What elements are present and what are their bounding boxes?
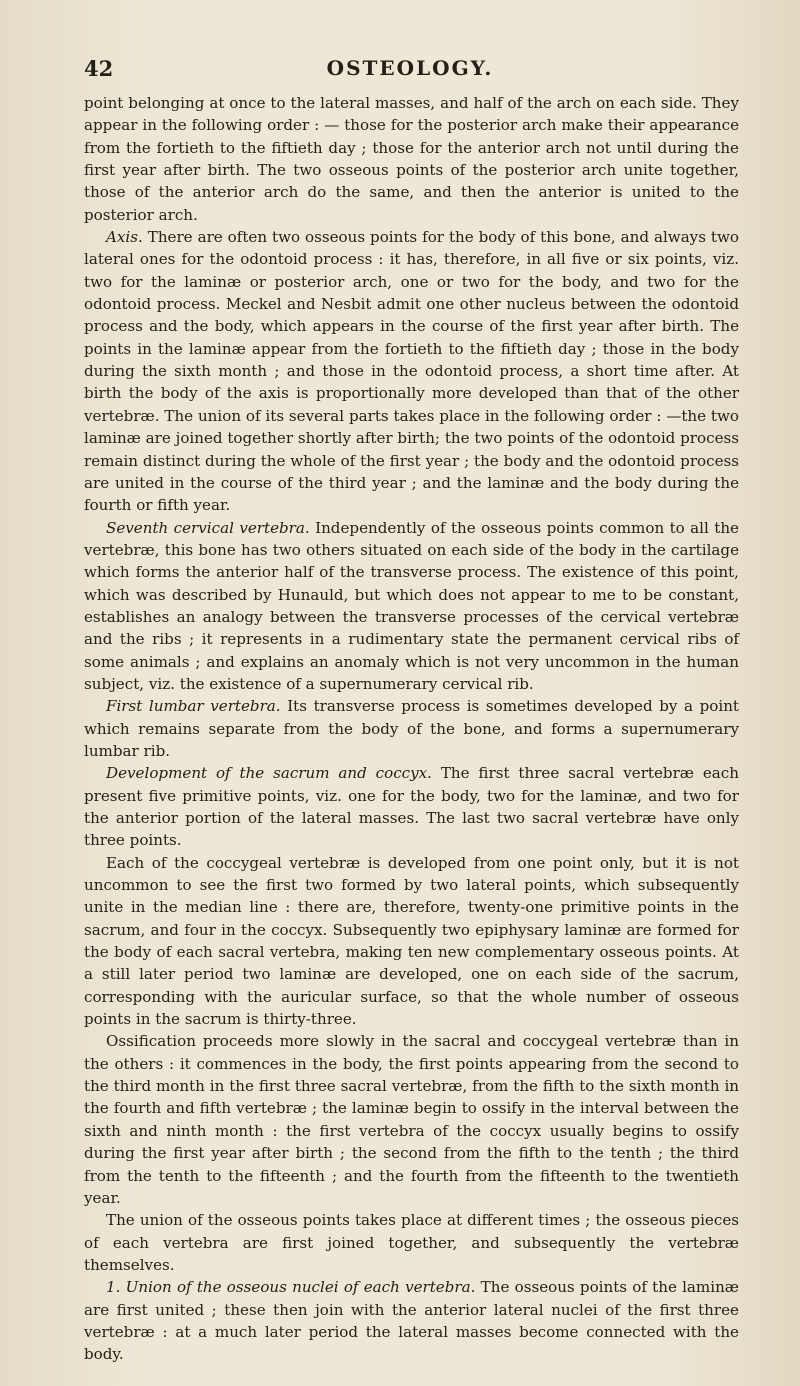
paragraph bbox=[84, 695, 739, 762]
paragraph-text: Each of the coccygeal vertebræ is developed from one point only, but it is not uncommon to see the first two formed by two lateral points, which subsequently unite in the median line : there are, therefore, twenty-one primitive points in the sacrum, and four in the coccyx. Subsequently two epiphysary laminæ are formed for the body of each sacral vertebra, making ten new complementary osseous points. At a still later period two laminæ are developed, one on each side of the sacrum, corresponding with the auricular surface, so that the whole number of osseous points in the sacrum is thirty-three. bbox=[84, 853, 739, 1029]
paragraph-heading: Development of the sacrum and coccyx. bbox=[106, 764, 432, 783]
paragraph-text: The first three sacral vertebræ each present five primitive points, viz. one for the body, two for the laminæ, and two for the anterior portion of the lateral masses. The last two sacral vertebræ have only three points. bbox=[84, 764, 739, 850]
paragraph-heading: Axis. bbox=[106, 228, 143, 247]
paragraph-heading: 1. Union of the osseous nuclei of each vertebra. bbox=[106, 1278, 476, 1297]
running-head: OSTEOLOGY. bbox=[326, 56, 494, 80]
body-text bbox=[84, 92, 739, 1366]
paragraph bbox=[84, 517, 739, 696]
paragraph-text: point belonging at once to the lateral masses, and half of the arch on each side. They appear in the following order : — those for the posterior arch make their appearance from the fortieth to the fiftieth day ; those for the anterior arch not until during the first year after birth. The two osseous points of the posterior arch unite together, those of the anterior arch do the same, and then the anterior is united to the posterior arch. bbox=[84, 94, 739, 224]
paragraph-heading: First lumbar vertebra. bbox=[106, 697, 281, 716]
paragraph bbox=[84, 852, 739, 1031]
paragraph bbox=[84, 1209, 739, 1276]
paragraph bbox=[84, 226, 739, 516]
paragraph bbox=[84, 1276, 739, 1365]
page-header bbox=[84, 56, 736, 86]
paragraph bbox=[84, 762, 739, 851]
paragraph-text: The union of the osseous points takes place at different times ; the osseous pieces of each vertebra are first joined together, and subsequently the vertebræ themselves. bbox=[84, 1211, 739, 1274]
paragraph-text: Independently of the osseous points common to all the vertebræ, this bone has two others situated on each side of the body in the cartilage which forms the anterior half of the transverse process. The existence of this point, which was described by Hunauld, but which does not appear to me to be constant, establishes an analogy between the transverse processes of the cervical vertebræ and the ribs ; it represents in a rudimentary state the permanent cervical ribs of some animals ; and explains an anomaly which is not very uncommon in the human subject, viz. the existence of a supernumerary cervical rib. bbox=[84, 518, 739, 693]
paragraph-text: The osseous points of the laminæ are first united ; these then join with the anterior lateral nuclei of the first three vertebræ : at a much later period the lateral masses become connected with the body. bbox=[84, 1278, 739, 1364]
paragraph-text: Ossification proceeds more slowly in the sacral and coccygeal vertebræ than in the others : it commences in the body, the first points appearing from the second to the third month in the first three sacral vertebræ, from the fifth to the sixth month in the fourth and fifth vertebræ ; the laminæ begin to ossify in the interval between the sixth and ninth month : the first vertebra of the coccyx usually begins to ossify during the first year after birth ; the second from the fifth to the tenth ; the third from the tenth to the fifteenth ; and the fourth from the fifteenth to the twentieth year. bbox=[84, 1032, 739, 1207]
paragraph-text: There are often two osseous points for the body of this bone, and always two lateral ones for the odontoid process : it has, therefore, in all five or six points, viz. two for the laminæ or posterior arch, one or two for the body, and two for the odontoid process. Meckel and Nesbit admit one other nucleus between the odontoid process and the body, which appears in the course of the first year after birth. The points in the laminæ appear from the fortieth to the fiftieth day ; those in the body during the sixth month ; and those in the odontoid process, a short time after. At birth the body of the axis is proportionally more developed than that of the other vertebræ. The union of its several parts takes place in the following order : —the two laminæ are joined together shortly after birth; the two points of the odontoid process remain distinct during the whole of the first year ; the body and the odontoid process are united in the course of the third year ; and the laminæ and the body during the fourth or fifth year. bbox=[84, 228, 739, 515]
page-number: 42 bbox=[84, 56, 114, 81]
paragraph-heading: Seventh cervical vertebra. bbox=[106, 518, 310, 537]
paragraph bbox=[84, 1030, 739, 1209]
paragraph bbox=[84, 92, 739, 226]
paragraph-text: Its transverse process is sometimes developed by a point which remains separate from the body of the bone, and forms a supernumerary lumbar rib. bbox=[84, 697, 739, 760]
